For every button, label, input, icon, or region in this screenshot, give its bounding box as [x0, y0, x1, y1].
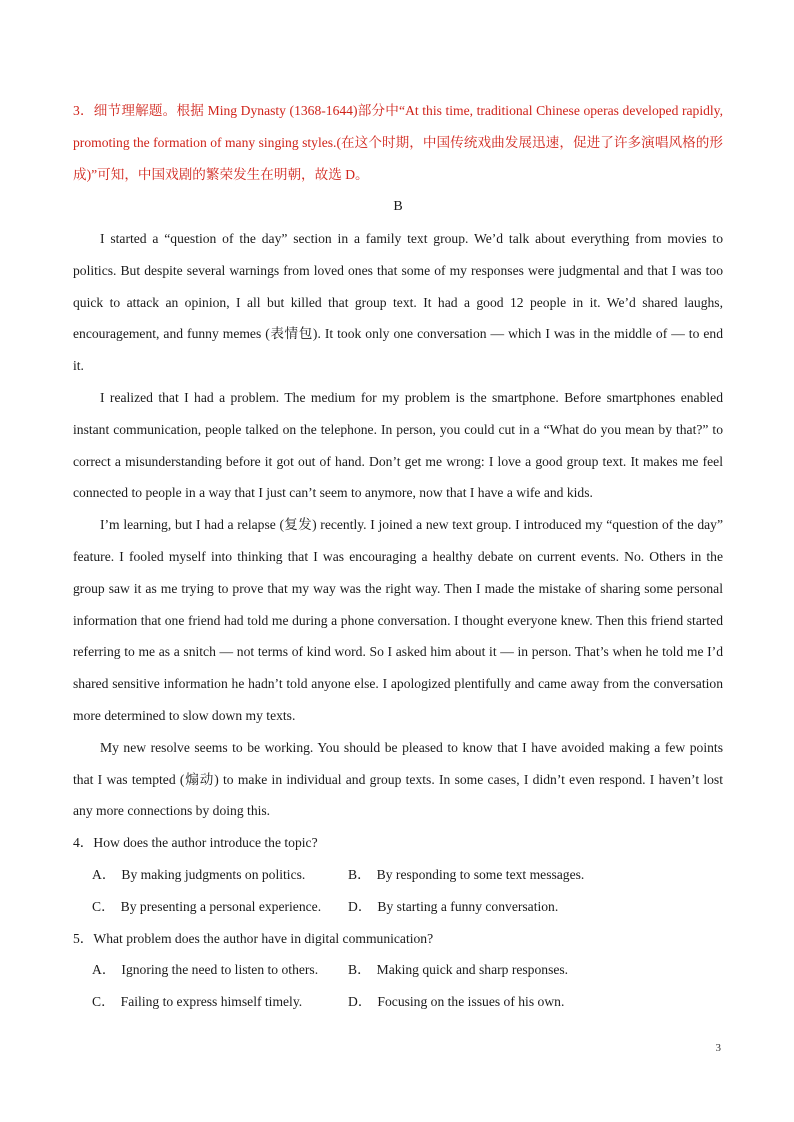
answer-options [73, 954, 723, 1018]
option-a: A． Ignoring the need to listen to others. [92, 962, 319, 978]
section-heading: B [393, 199, 403, 214]
answer-options [73, 859, 723, 923]
option-b: B． By responding to some text messages. [348, 866, 585, 882]
option-d: D． By starting a funny conversation. [348, 898, 559, 914]
option-c: C． By presenting a personal experience. [92, 898, 322, 914]
question-5 [73, 923, 723, 1018]
page-number: 3 [715, 1042, 721, 1054]
question-stem: 4．How does the author introduce the topic? [73, 835, 318, 851]
question-4 [73, 827, 723, 922]
passage-paragraph: My new resolve seems to be working. You should be pleased to know that I have avoided making a few points that I was tempted (煽动) to make in individual and group texts. In some cases, I didn’t even respond. I haven’t lost any more connections by doing this. [73, 739, 723, 819]
option-a: A． By making judgments on politics. [92, 866, 306, 882]
question-stem: 5．What problem does the author have in digital communication? [73, 930, 434, 946]
option-d: D． Focusing on the issues of his own. [348, 994, 565, 1010]
passage-paragraph: I’m learning, but I had a relapse (复发) recently. I joined a new text group. I introduced my “question of the day” feature. I fooled myself into thinking that I was encouraging a healthy debate on current events. No. Others in the group saw it as me trying to prove that my way was the right way. Then I made the mistake of sharing some personal information that one friend had told me during a phone conversation. I thought everyone knew. Then this friend started referring to me as a snitch — not terms of kind word. So I asked him about it — in person. That’s when he told me I’d shared sensitive information he hadn’t told anyone else. I apologized plentifully and came away from the conversation more determined to slow down my texts. [73, 517, 723, 723]
document-page [73, 95, 723, 1018]
passage-paragraph: I realized that I had a problem. The medium for my problem is the smartphone. Before smartphones enabled instant communication, people talked on the telephone. In person, you could cut in a “What do you mean by that?” to correct a misunderstanding before it got out of hand. Don’t get me wrong: I love a good group text. It makes me feel connected to people in a way that I just can’t seem to anymore, now that I have a wife and kids. [73, 389, 723, 501]
answer-explanation: 3．细节理解题。根据 Ming Dynasty (1368-1644)部分中“At this time, traditional Chinese operas developed rapidly, promoting the formation of many singing styles.(在这个时期，中国传统戏曲发展迅速，促进了许多演唱风格的形成)”可知，中国戏剧的繁荣发生在明朝，故选 D。 [73, 103, 723, 182]
passage-paragraph: I started a “question of the day” section in a family text group. We’d talk about everything from movies to politics. But despite several warnings from loved ones that some of my responses were judgmental and that I was too quick to attack an opinion, I all but killed that group text. It had a good 12 people in it. We’d shared laughs, encouragement, and funny memes (表情包). It took only one conversation — which I was in the middle of — to end it. [73, 231, 723, 374]
option-c: C． Failing to express himself timely. [92, 994, 303, 1010]
option-b: B． Making quick and sharp responses. [348, 962, 569, 978]
